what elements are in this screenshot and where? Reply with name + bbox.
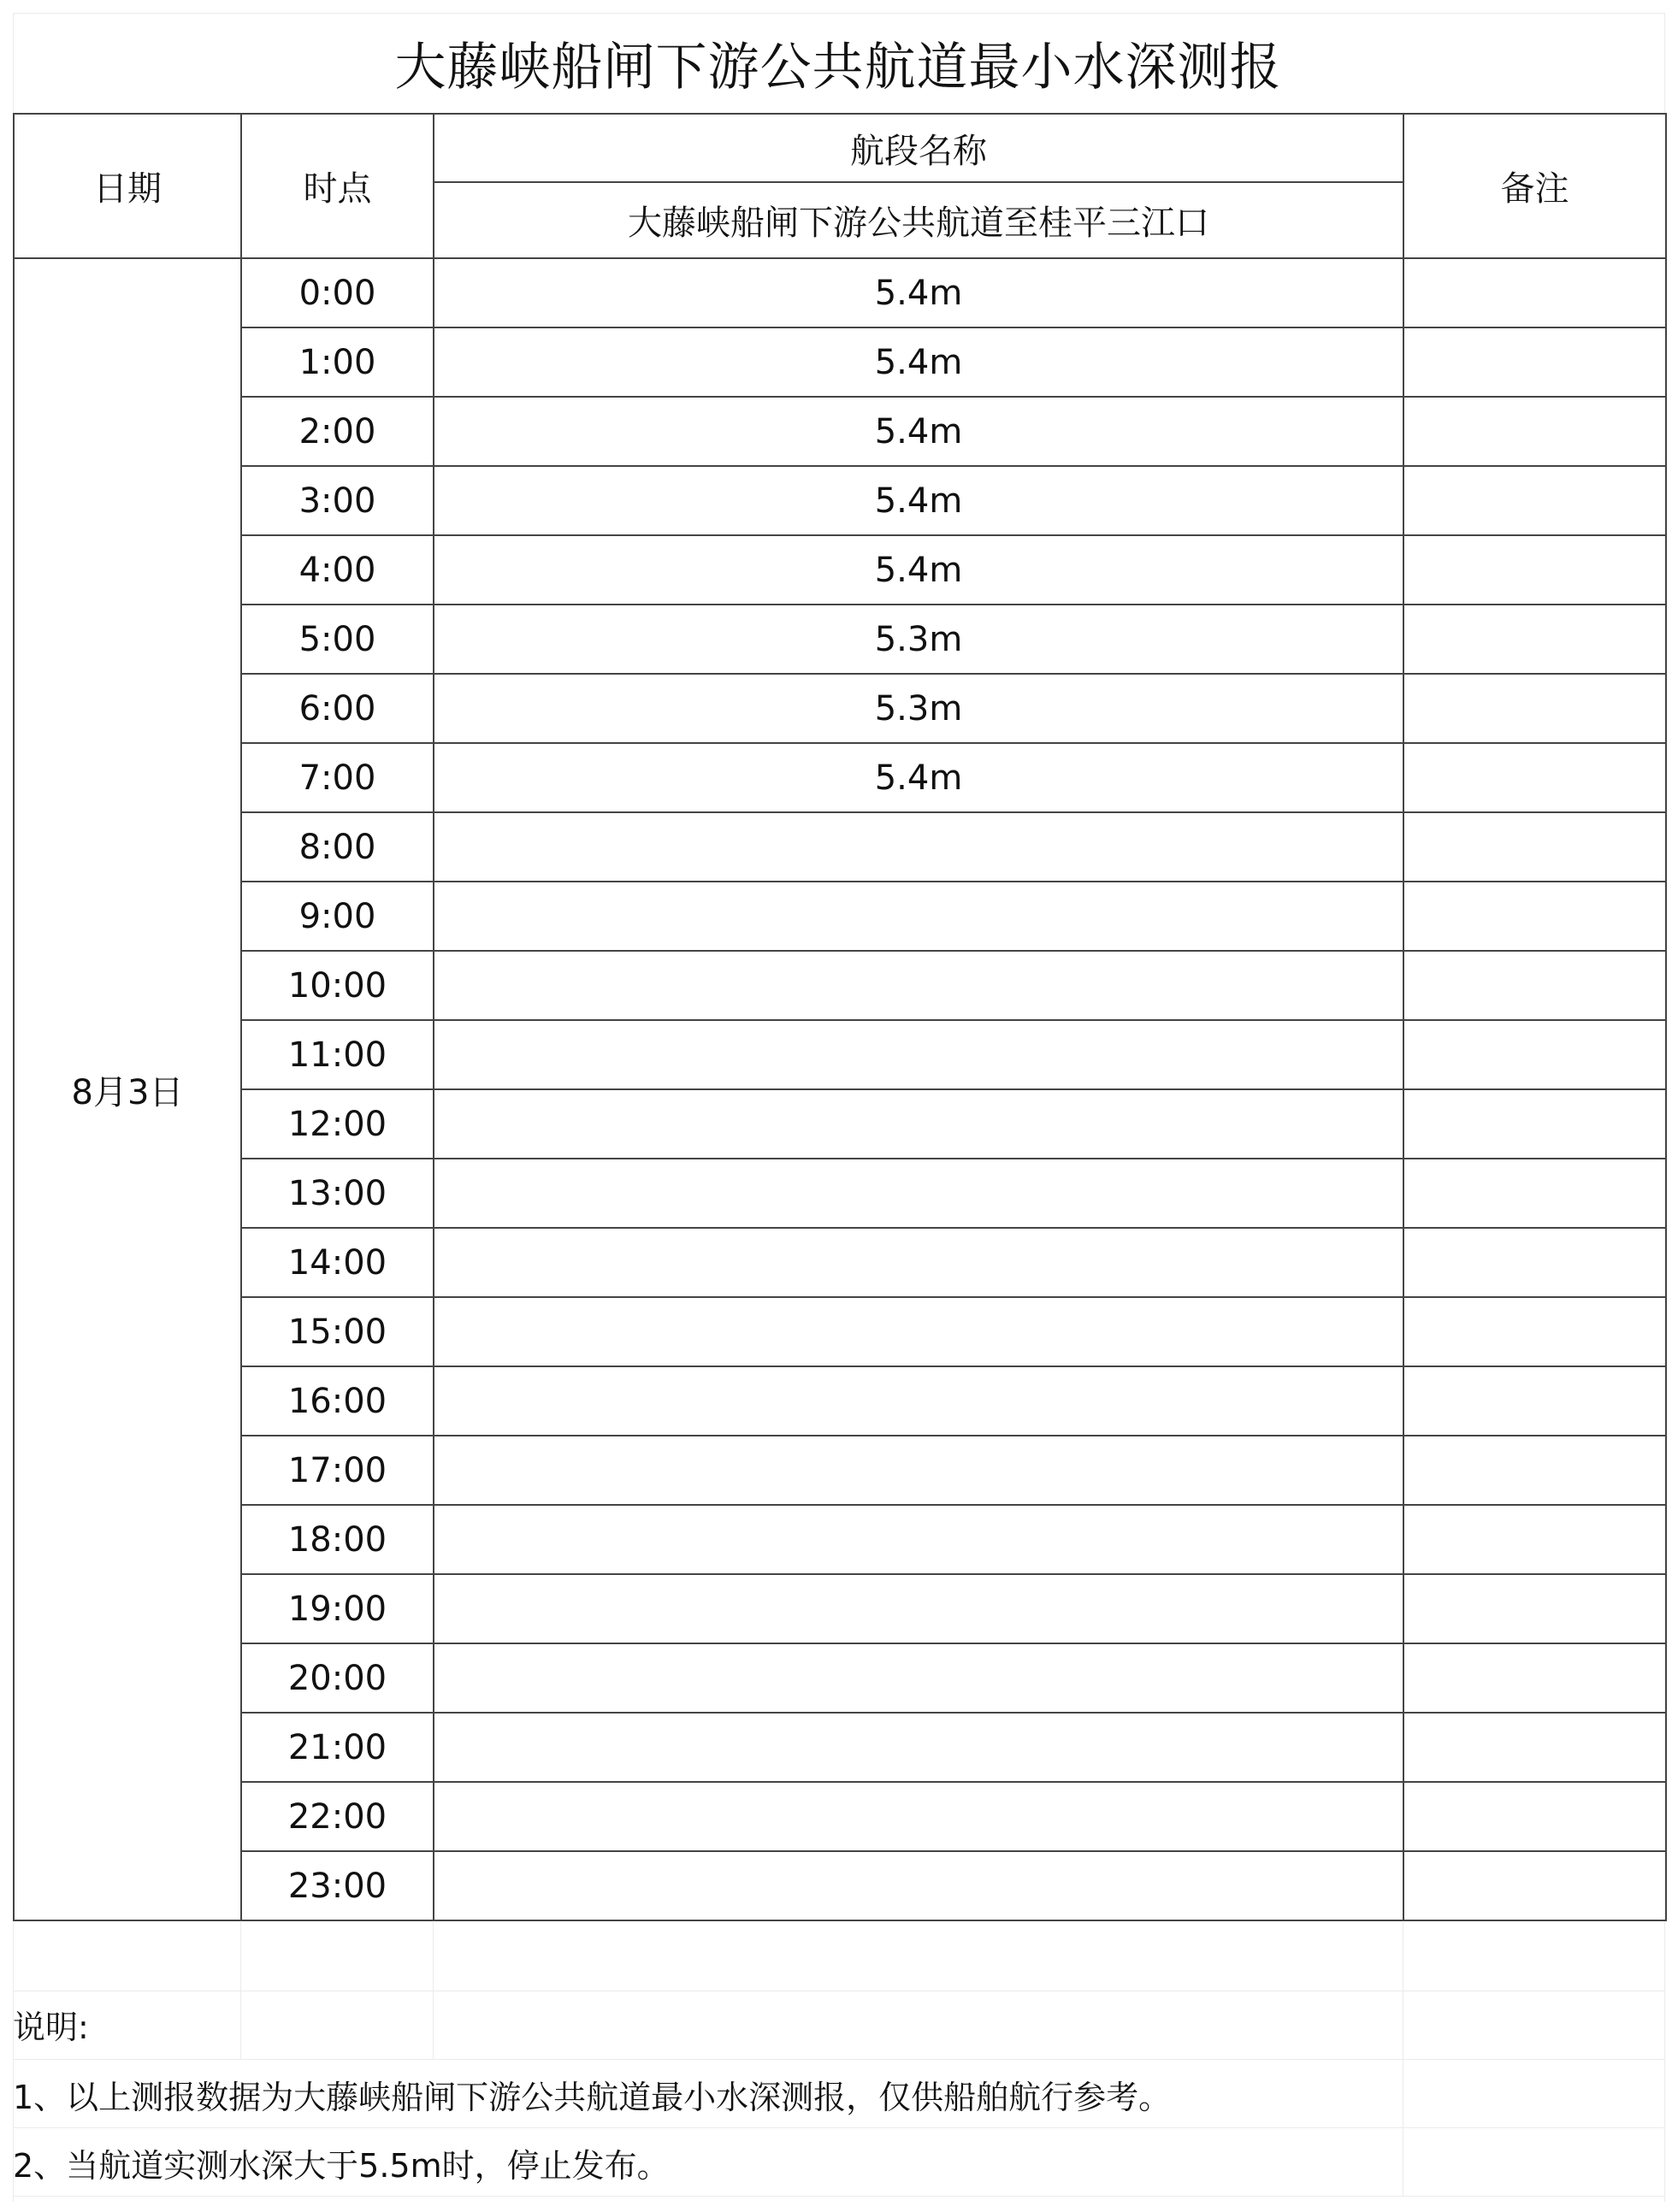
table-row: [14, 397, 1666, 466]
remark-cell: [1403, 605, 1666, 674]
note-line-2: 2、当航道实测水深大于5.5m时，停止发布。: [13, 2147, 670, 2185]
remark-cell: [1403, 951, 1666, 1020]
depth-cell: [434, 812, 1403, 882]
depth-cell: 5.3m: [434, 674, 1403, 743]
table-body: [14, 258, 1666, 1920]
remark-cell: [1403, 466, 1666, 535]
time-cell: 21:00: [241, 1713, 434, 1782]
depth-cell: 5.4m: [434, 535, 1403, 605]
date-cell: 8月3日: [14, 258, 241, 1920]
time-cell: 17:00: [241, 1436, 434, 1505]
note-line-1: 1、以上测报数据为大藤峡船闸下游公共航道最小水深测报，仅供船舶航行参考。: [13, 2079, 1172, 2116]
table-row: [14, 1089, 1666, 1159]
gridline: [13, 2196, 1665, 2197]
time-cell: 0:00: [241, 258, 434, 327]
table-row: [14, 1574, 1666, 1643]
time-cell: 22:00: [241, 1782, 434, 1851]
table-row: [14, 812, 1666, 882]
table-row: [14, 466, 1666, 535]
time-cell: 19:00: [241, 1574, 434, 1643]
header-segment-group: 航段名称: [434, 114, 1403, 182]
remark-cell: [1403, 535, 1666, 605]
time-cell: 13:00: [241, 1159, 434, 1228]
header-remark: 备注: [1403, 114, 1666, 258]
table-row: [14, 1851, 1666, 1920]
time-cell: 23:00: [241, 1851, 434, 1920]
table-row: [14, 1782, 1666, 1851]
table-row: [14, 743, 1666, 812]
depth-cell: [434, 1713, 1403, 1782]
remark-cell: [1403, 1366, 1666, 1436]
table-row: [14, 258, 1666, 327]
depth-cell: 5.4m: [434, 327, 1403, 397]
depth-cell: [434, 1297, 1403, 1366]
depth-cell: [434, 1851, 1403, 1920]
header-time: 时点: [241, 114, 434, 258]
time-cell: 5:00: [241, 605, 434, 674]
time-cell: 1:00: [241, 327, 434, 397]
remark-cell: [1403, 1574, 1666, 1643]
depth-cell: 5.4m: [434, 397, 1403, 466]
table-row: [14, 1020, 1666, 1089]
notes-heading: 说明:: [13, 2008, 89, 2046]
table-row: [14, 1643, 1666, 1713]
table-row: [14, 605, 1666, 674]
remark-cell: [1403, 882, 1666, 951]
report-title: 大藤峡船闸下游公共航道最小水深测报: [394, 37, 1282, 97]
depth-cell: [434, 1574, 1403, 1643]
remark-cell: [1403, 743, 1666, 812]
remark-cell: [1403, 258, 1666, 327]
time-cell: 4:00: [241, 535, 434, 605]
time-cell: 6:00: [241, 674, 434, 743]
remark-cell: [1403, 1297, 1666, 1366]
remark-cell: [1403, 1713, 1666, 1782]
remark-cell: [1403, 1020, 1666, 1089]
depth-cell: 5.4m: [434, 258, 1403, 327]
depth-report-table: [13, 113, 1667, 1921]
table-row: [14, 674, 1666, 743]
depth-cell: [434, 1782, 1403, 1851]
time-cell: 9:00: [241, 882, 434, 951]
depth-cell: [434, 1089, 1403, 1159]
remark-cell: [1403, 327, 1666, 397]
depth-cell: [434, 1505, 1403, 1574]
remark-cell: [1403, 674, 1666, 743]
time-cell: 10:00: [241, 951, 434, 1020]
header-segment-name: 大藤峡船闸下游公共航道至桂平三江口: [434, 182, 1403, 258]
time-cell: 11:00: [241, 1020, 434, 1089]
depth-cell: [434, 1643, 1403, 1713]
time-cell: 20:00: [241, 1643, 434, 1713]
gridline: [13, 2059, 1665, 2060]
header-date: 日期: [14, 114, 241, 258]
depth-cell: 5.4m: [434, 466, 1403, 535]
remark-cell: [1403, 1851, 1666, 1920]
depth-cell: 5.4m: [434, 743, 1403, 812]
time-cell: 2:00: [241, 397, 434, 466]
remark-cell: [1403, 1643, 1666, 1713]
remark-cell: [1403, 812, 1666, 882]
depth-cell: [434, 882, 1403, 951]
time-cell: 12:00: [241, 1089, 434, 1159]
time-cell: 16:00: [241, 1366, 434, 1436]
depth-cell: [434, 1436, 1403, 1505]
depth-cell: [434, 1366, 1403, 1436]
remark-cell: [1403, 1159, 1666, 1228]
table-row: [14, 1366, 1666, 1436]
table-row: [14, 1436, 1666, 1505]
table-row: [14, 327, 1666, 397]
time-cell: 14:00: [241, 1228, 434, 1297]
remark-cell: [1403, 1782, 1666, 1851]
remark-cell: [1403, 1505, 1666, 1574]
table-row: [14, 1159, 1666, 1228]
time-cell: 18:00: [241, 1505, 434, 1574]
depth-cell: [434, 1020, 1403, 1089]
table-row: [14, 535, 1666, 605]
table-row: [14, 1713, 1666, 1782]
depth-cell: 5.3m: [434, 605, 1403, 674]
table-row: [14, 1228, 1666, 1297]
gridline: [13, 2127, 1665, 2128]
table-row: [14, 1505, 1666, 1574]
header-row-top: [14, 114, 1666, 182]
table-row: [14, 951, 1666, 1020]
gridline: [433, 1922, 434, 2059]
remark-cell: [1403, 397, 1666, 466]
time-cell: 3:00: [241, 466, 434, 535]
depth-cell: [434, 1228, 1403, 1297]
table-row: [14, 1297, 1666, 1366]
depth-cell: [434, 951, 1403, 1020]
remark-cell: [1403, 1089, 1666, 1159]
time-cell: 8:00: [241, 812, 434, 882]
remark-cell: [1403, 1228, 1666, 1297]
time-cell: 7:00: [241, 743, 434, 812]
depth-cell: [434, 1159, 1403, 1228]
time-cell: 15:00: [241, 1297, 434, 1366]
remark-cell: [1403, 1436, 1666, 1505]
table-row: [14, 882, 1666, 951]
gridline: [240, 1922, 241, 2059]
